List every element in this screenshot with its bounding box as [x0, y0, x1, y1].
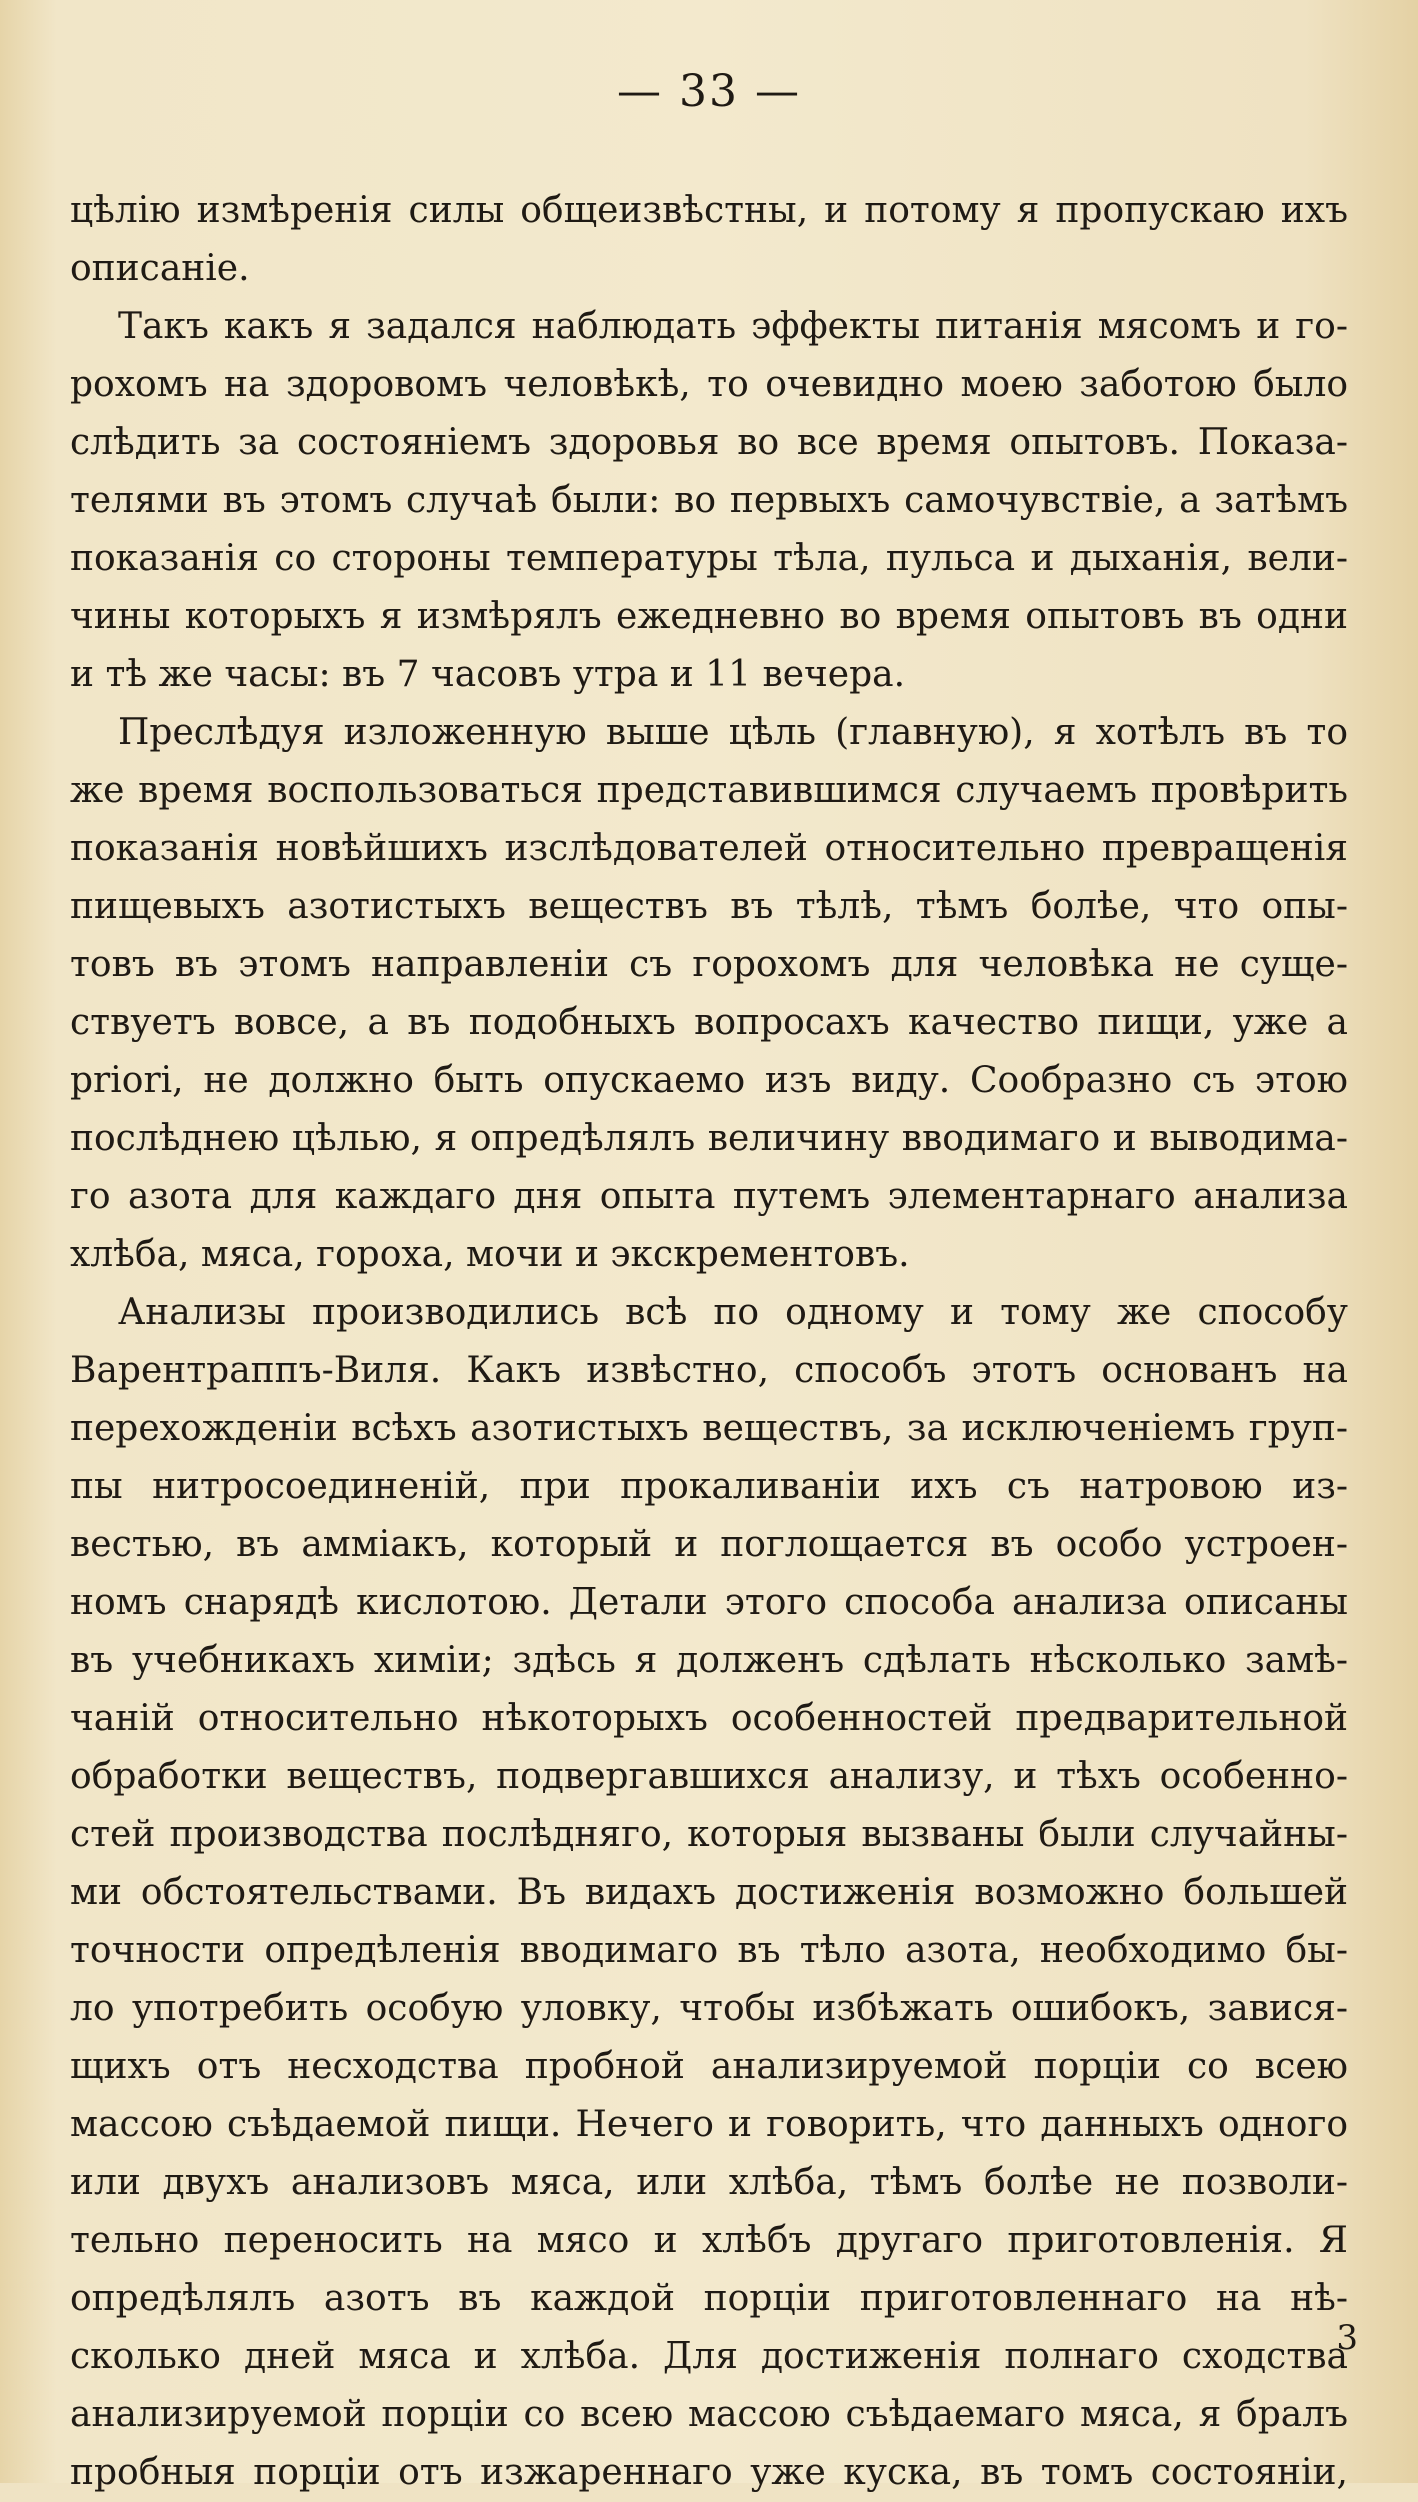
text-line: показанія со стороны температуры тѣла, пульса и дыханія, вели-	[70, 538, 1348, 579]
text-line: priori, не должно быть опускаемо изъ виду. Сообразно съ этою	[70, 1060, 1348, 1101]
text-line: же время воспользоваться представившимся случаемъ провѣрить	[70, 770, 1348, 811]
text-line: ло употребить особую уловку, чтобы избѣжать ошибокъ, завися-	[70, 1988, 1348, 2029]
text-line: ми обстоятельствами. Въ видахъ достиженія возможно большей	[70, 1872, 1348, 1913]
text-line: точности опредѣленія вводимаго въ тѣло азота, необходимо бы-	[70, 1930, 1348, 1971]
text-line: Варентраппъ-Виля. Какъ извѣстно, способъ этотъ основанъ на	[70, 1350, 1348, 1391]
text-line: опредѣлялъ азотъ въ каждой порціи приготовленнаго на нѣ-	[70, 2278, 1348, 2319]
text-line: массою съѣдаемой пищи. Нечего и говорить, что данныхъ одного	[70, 2104, 1348, 2145]
text-line: стей производства послѣдняго, которыя вызваны были случайны-	[70, 1814, 1348, 1855]
text-line: и тѣ же часы: въ 7 часовъ утра и 11 вечера.	[70, 654, 906, 695]
text-line: показанія новѣйшихъ изслѣдователей относительно превращенія	[70, 828, 1348, 869]
signature-mark: 3	[1336, 2318, 1358, 2358]
body-text	[70, 182, 1348, 2502]
text-line: пищевыхъ азотистыхъ веществъ въ тѣлѣ, тѣмъ болѣе, что опы-	[70, 886, 1348, 927]
text-line: анализируемой порціи со всею массою съѣдаемаго мяса, я бралъ	[70, 2394, 1348, 2435]
text-line: слѣдить за состояніемъ здоровья во все время опытовъ. Показа-	[70, 422, 1348, 463]
text-line: чаній относительно нѣкоторыхъ особенностей предварительной	[70, 1698, 1348, 1739]
text-line: цѣлію измѣренія силы общеизвѣстны, и потому я пропускаю ихъ	[70, 190, 1348, 231]
text-line: номъ снарядѣ кислотою. Детали этого способа анализа описаны	[70, 1582, 1348, 1623]
text-line: пы нитросоединеній, при прокаливаніи ихъ съ натровою из-	[70, 1466, 1348, 1507]
text-line: или двухъ анализовъ мяса, или хлѣба, тѣмъ болѣе не позволи-	[70, 2162, 1348, 2203]
text-line: ствуетъ вовсе, а въ подобныхъ вопросахъ качество пищи, уже a	[70, 1002, 1348, 1043]
text-line: описаніе.	[70, 248, 250, 289]
text-line: телями въ этомъ случаѣ были: во первыхъ самочувствіе, а затѣмъ	[70, 480, 1348, 521]
text-line: рохомъ на здоровомъ человѣкѣ, то очевидно моею заботою было	[70, 364, 1348, 405]
text-line: тельно переносить на мясо и хлѣбъ другаго приготовленія. Я	[70, 2220, 1348, 2261]
text-line: обработки веществъ, подвергавшихся анализу, и тѣхъ особенно-	[70, 1756, 1348, 1797]
text-line: въ учебникахъ химіи; здѣсь я долженъ сдѣлать нѣсколько замѣ-	[70, 1640, 1348, 1681]
text-line: товъ въ этомъ направленіи съ горохомъ для человѣка не суще-	[70, 944, 1348, 985]
text-line: хлѣба, мяса, гороха, мочи и экскрементовъ.	[70, 1234, 910, 1275]
text-line: вестью, въ амміакъ, который и поглощается въ особо устроен-	[70, 1524, 1348, 1565]
text-line: сколько дней мяса и хлѣба. Для достиженія полнаго сходства	[70, 2336, 1348, 2377]
text-line: чины которыхъ я измѣрялъ ежедневно во время опытовъ въ одни	[70, 596, 1348, 637]
text-line: перехожденіи всѣхъ азотистыхъ веществъ, за исключеніемъ груп-	[70, 1408, 1348, 1449]
page-number: — 33 —	[617, 66, 801, 117]
text-line: Такъ какъ я задался наблюдать эффекты питанія мясомъ и го-	[118, 306, 1348, 347]
text-line: Преслѣдуя изложенную выше цѣль (главную), я хотѣлъ въ то	[118, 712, 1348, 753]
text-line: послѣднею цѣлью, я опредѣлялъ величину вводимаго и выводима-	[70, 1118, 1348, 1159]
text-line: Анализы производились всѣ по одному и тому же способу	[118, 1292, 1348, 1333]
text-line: пробныя порціи отъ изжареннаго уже куска, въ томъ состояніи,	[70, 2452, 1348, 2493]
text-line: го азота для каждаго дня опыта путемъ элементарнаго анализа	[70, 1176, 1348, 1217]
text-line: щихъ отъ несходства пробной анализируемой порціи со всею	[70, 2046, 1348, 2087]
